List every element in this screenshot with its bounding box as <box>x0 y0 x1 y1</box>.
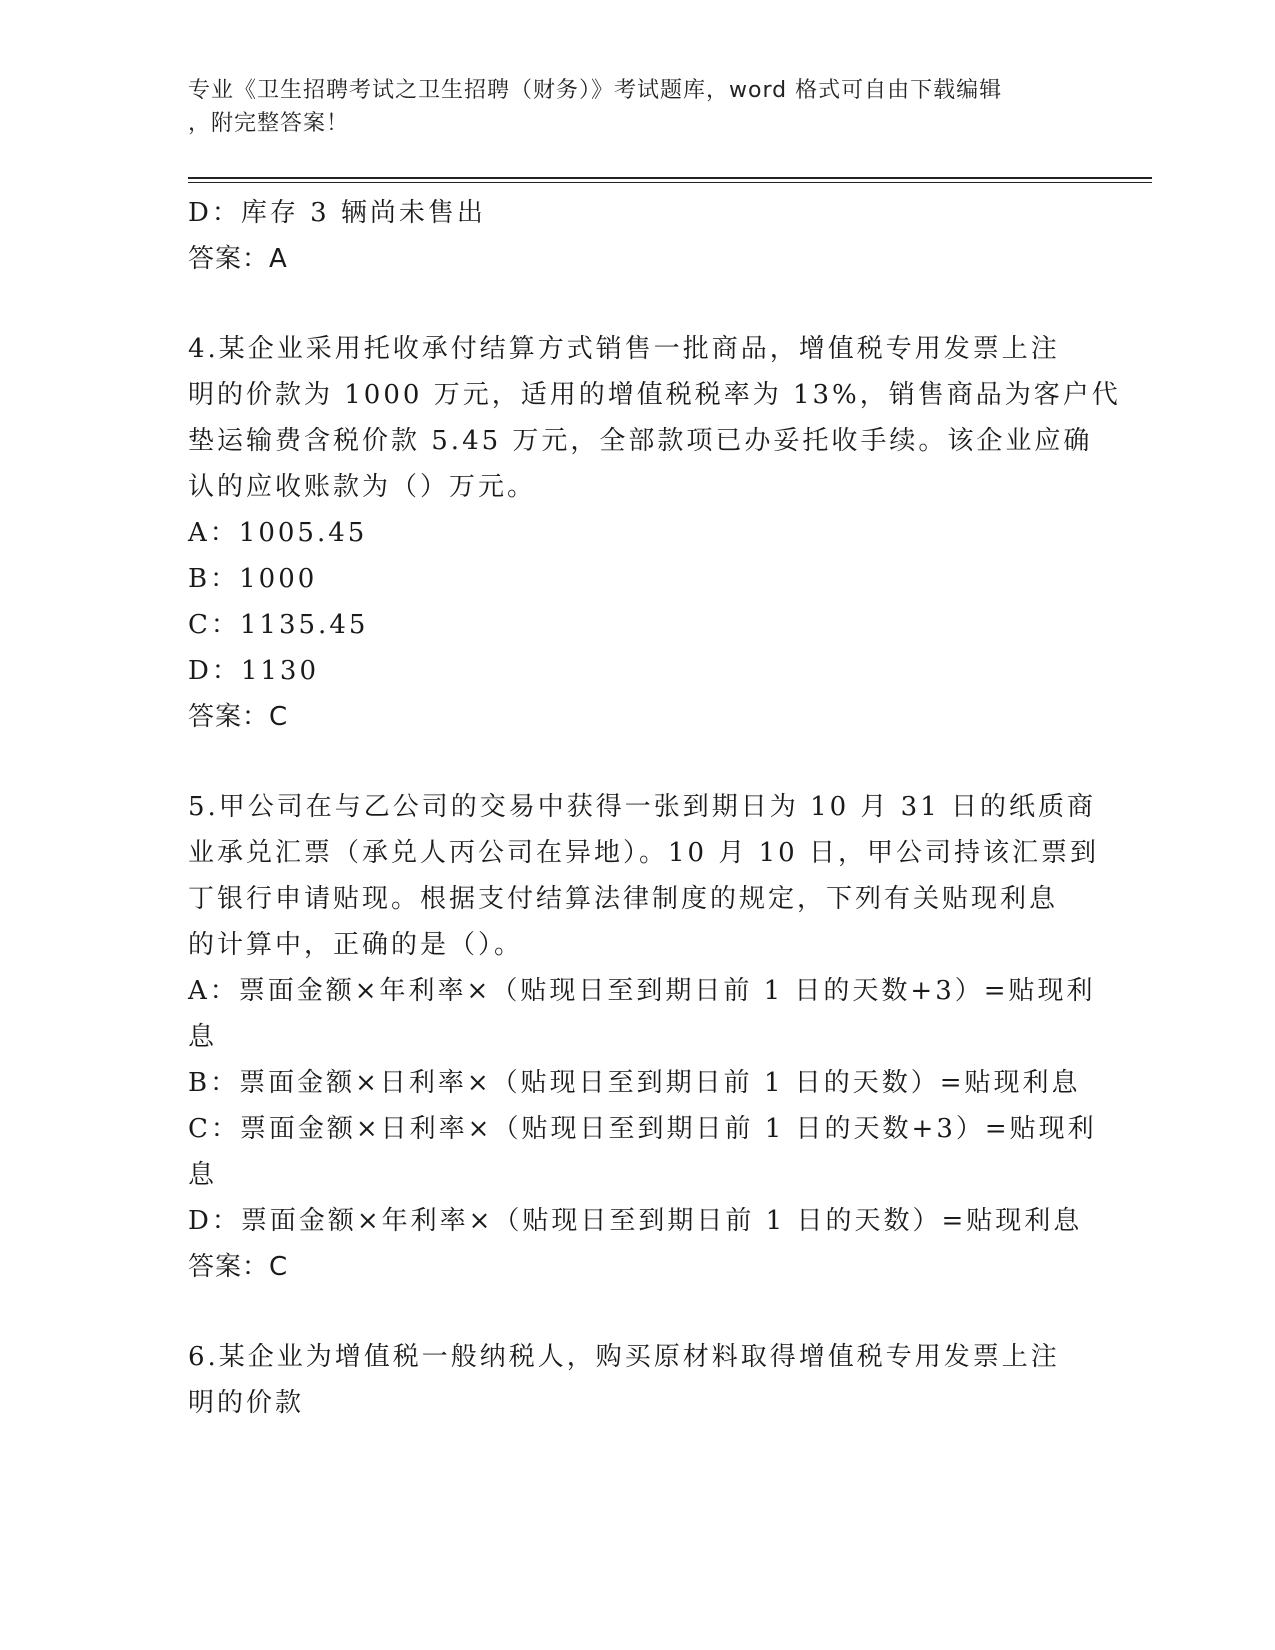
header-divider <box>188 177 1152 179</box>
q3-option-d: D：库存 3 辆尚未售出 <box>188 198 486 228</box>
q4-stem-line: 明的价款为 1000 万元，适用的增值税税率为 13%，销售商品为客户代 <box>188 380 1121 410</box>
q5-option-b: B：票面金额×日利率×（贴现日至到期日前 1 日的天数）=贴现利息 <box>188 1068 1081 1098</box>
q5-stem-line: 的计算中，正确的是（）。 <box>188 930 524 960</box>
q5-stem-line: 5.甲公司在与乙公司的交易中获得一张到期日为 10 月 31 日的纸质商 <box>188 792 1097 822</box>
q4-option-b: B：1000 <box>188 564 318 594</box>
q5-stem-line: 丁银行申请贴现。根据支付结算法律制度的规定，下列有关贴现利息 <box>188 884 1059 914</box>
q4-stem-line: 认的应收账款为（）万元。 <box>188 472 537 502</box>
question-6 <box>188 1334 1088 1426</box>
q4-option-a: A：1005.45 <box>188 518 368 548</box>
q5-option-c: C：票面金额×日利率×（贴现日至到期日前 1 日的天数+3）=贴现利 <box>188 1114 1097 1144</box>
q5-option-d: D：票面金额×年利率×（贴现日至到期日前 1 日的天数）=贴现利息 <box>188 1206 1083 1236</box>
question-5 <box>188 784 1099 1290</box>
q6-stem-line: 明的价款 <box>188 1388 305 1418</box>
q3-answer: 答案：A <box>188 244 288 274</box>
spacer <box>188 740 1088 784</box>
q5-option-c-cont: 息 <box>188 1160 218 1190</box>
question-content <box>188 190 1121 1426</box>
q5-option-a-cont: 息 <box>188 1022 218 1052</box>
q4-option-c: C：1135.45 <box>188 610 369 640</box>
q4-option-d: D：1130 <box>188 656 320 686</box>
header-divider-thin <box>188 182 1152 183</box>
q6-stem-line: 6.某企业为增值税一般纳税人，购买原材料取得增值税专用发票上注 <box>188 1342 1060 1372</box>
q4-stem-line: 4.某企业采用托收承付结算方式销售一批商品，增值税专用发票上注 <box>188 334 1060 364</box>
q4-stem-line: 垫运输费含税价款 5.45 万元，全部款项已办妥托收手续。该企业应确 <box>188 426 1093 456</box>
page-header <box>188 74 1068 140</box>
header-line-2: ，附完整答案！ <box>188 111 350 136</box>
q5-stem-line: 业承兑汇票（承兑人丙公司在异地）。10 月 10 日，甲公司持该汇票到 <box>188 838 1099 868</box>
q4-answer: 答案：C <box>188 702 289 732</box>
question-4 <box>188 326 1121 740</box>
spacer <box>188 282 1088 326</box>
header-line-1: 专业《卫生招聘考试之卫生招聘（财务）》考试题库，word 格式可自由下载编辑 <box>188 78 1003 103</box>
q5-option-a: A：票面金额×年利率×（贴现日至到期日前 1 日的天数+3）=贴现利 <box>188 976 1096 1006</box>
q5-answer: 答案：C <box>188 1252 289 1282</box>
spacer <box>188 1290 1088 1334</box>
